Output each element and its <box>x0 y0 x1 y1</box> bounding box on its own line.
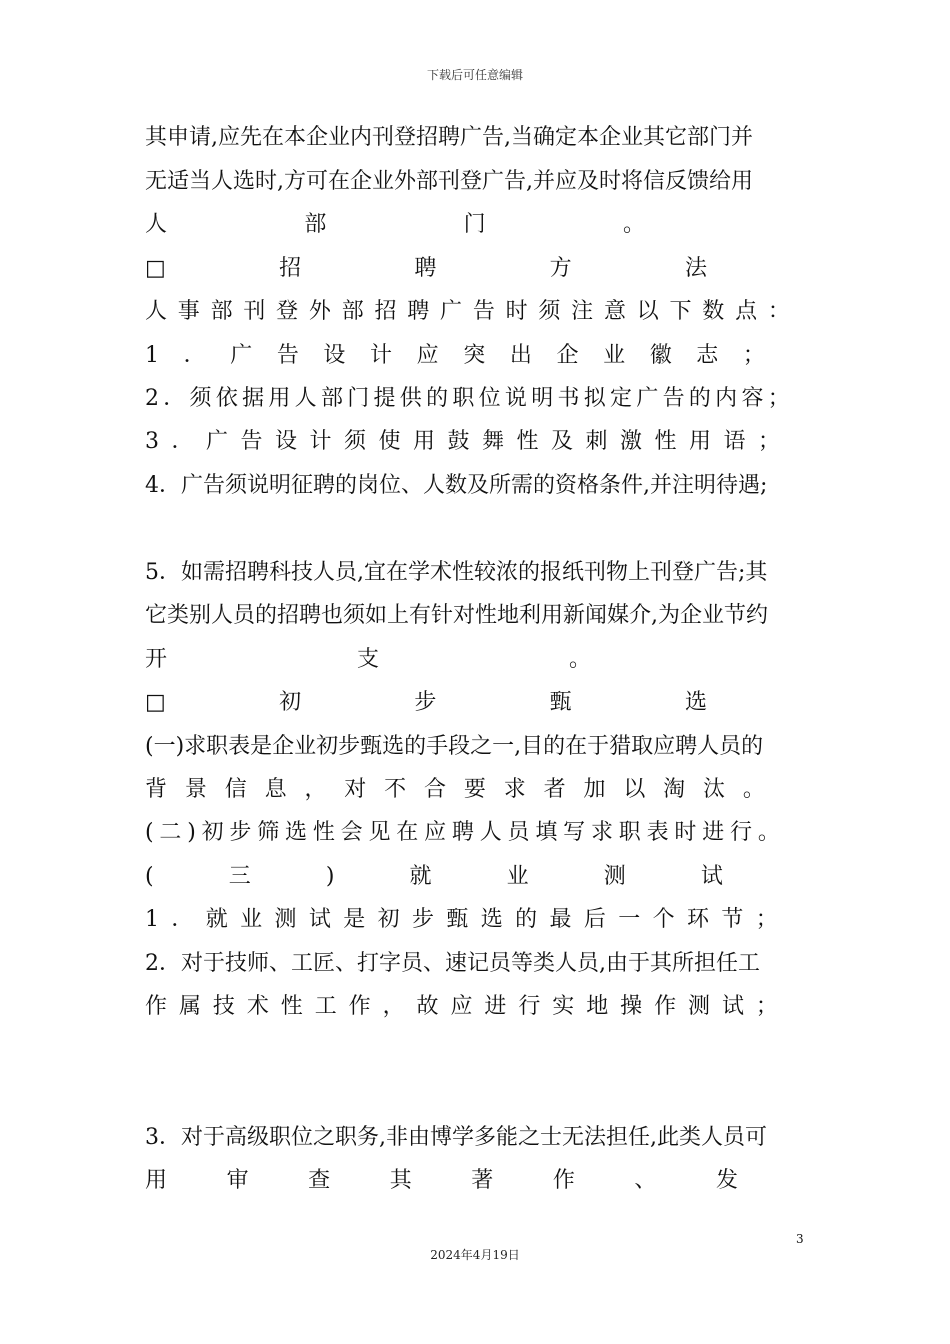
body-line <box>145 770 765 810</box>
glyph: 舞 <box>481 429 504 454</box>
glyph: 用 <box>688 429 711 454</box>
glyph: 。 <box>568 647 591 672</box>
glyph: 汰 <box>703 777 726 802</box>
glyph: ； <box>755 994 778 1019</box>
glyph: ． <box>171 907 194 932</box>
glyph: 甄 <box>549 690 572 715</box>
glyph: 就 <box>409 864 432 889</box>
glyph: 设 <box>274 429 297 454</box>
body-line: 无适当人选时,方可在企业外部刊登广告,并应及时将信反馈给用 <box>145 169 753 194</box>
list-item <box>145 379 790 419</box>
glyph: 企 <box>556 343 579 368</box>
glyph: 用 <box>268 386 291 411</box>
glyph: 拟 <box>583 386 606 411</box>
glyph: 初 <box>201 820 224 845</box>
glyph: ： <box>767 299 790 324</box>
glyph: 背 <box>145 777 168 802</box>
glyph: 供 <box>399 386 422 411</box>
glyph: 在 <box>396 820 419 845</box>
glyph: 广 <box>205 429 228 454</box>
glyph: 是 <box>343 907 366 932</box>
glyph: 3 <box>145 429 159 454</box>
glyph: 聘 <box>414 256 437 281</box>
body-line <box>145 987 778 1027</box>
glyph: 2 <box>145 386 159 411</box>
glyph: 员 <box>507 820 530 845</box>
glyph: 1 <box>145 343 159 368</box>
glyph: 广 <box>636 386 659 411</box>
glyph: 支 <box>356 647 379 672</box>
section-heading <box>145 249 707 289</box>
glyph: 工 <box>314 994 337 1019</box>
glyph: 刊 <box>243 299 266 324</box>
glyph: 业 <box>506 864 529 889</box>
glyph: 著 <box>471 1168 494 1193</box>
body-line <box>145 640 591 680</box>
glyph: 作 <box>654 994 677 1019</box>
glyph: 业 <box>240 907 263 932</box>
glyph: 实 <box>552 994 575 1019</box>
glyph: 部 <box>304 212 327 237</box>
body-line <box>145 292 790 332</box>
glyph: 部 <box>210 299 233 324</box>
glyph: ； <box>767 386 790 411</box>
glyph: ． <box>183 343 206 368</box>
glyph: 试 <box>308 907 331 932</box>
glyph: ． <box>163 386 186 411</box>
body-line <box>145 1161 738 1201</box>
glyph: 门 <box>347 386 370 411</box>
glyph: 1 <box>145 907 159 932</box>
glyph: 测 <box>274 907 297 932</box>
glyph: ( <box>145 820 154 845</box>
glyph: 数 <box>702 299 725 324</box>
glyph: ( <box>145 864 154 889</box>
glyph: 就 <box>205 907 228 932</box>
glyph: 性 <box>280 994 303 1019</box>
glyph: 使 <box>378 429 401 454</box>
glyph: 人 <box>145 299 168 324</box>
body-line <box>145 205 645 245</box>
list-item <box>145 336 765 376</box>
glyph: ； <box>757 429 780 454</box>
glyph: □ <box>145 256 166 281</box>
glyph: 提 <box>373 386 396 411</box>
glyph: 景 <box>184 777 207 802</box>
glyph: 注 <box>571 299 594 324</box>
glyph: 定 <box>610 386 633 411</box>
glyph: ) <box>187 820 196 845</box>
glyph: 初 <box>279 690 302 715</box>
body-line <box>145 813 780 853</box>
glyph: 应 <box>450 994 473 1019</box>
glyph: 人 <box>294 386 317 411</box>
glyph: ． <box>171 429 194 454</box>
glyph: 。 <box>757 820 780 845</box>
glyph: 者 <box>543 777 566 802</box>
glyph: 聘 <box>451 820 474 845</box>
page-header: 下载后可任意编辑 <box>426 68 523 82</box>
glyph: 技 <box>212 994 235 1019</box>
glyph: 广 <box>230 343 253 368</box>
glyph: 计 <box>370 343 393 368</box>
glyph: ， <box>382 994 405 1019</box>
glyph: 行 <box>518 994 541 1019</box>
glyph: 门 <box>463 212 486 237</box>
glyph: 地 <box>586 994 609 1019</box>
glyph: 属 <box>178 994 201 1019</box>
glyph: 性 <box>312 820 335 845</box>
glyph: 出 <box>509 343 532 368</box>
glyph: 会 <box>340 820 363 845</box>
glyph: 二 <box>159 820 182 845</box>
glyph: 部 <box>341 299 364 324</box>
glyph: 写 <box>563 820 586 845</box>
glyph: 三 <box>228 864 251 889</box>
glyph: 填 <box>535 820 558 845</box>
list-item: 2．对于技师、工匠、打字员、速记员等类人员,由于其所担任工 <box>145 951 760 976</box>
glyph: 徽 <box>649 343 672 368</box>
glyph: 求 <box>590 820 613 845</box>
glyph: ， <box>304 777 327 802</box>
glyph: 位 <box>478 386 501 411</box>
glyph: 用 <box>412 429 435 454</box>
sub-heading <box>145 857 723 897</box>
glyph: 部 <box>320 386 343 411</box>
glyph: 查 <box>308 1168 331 1193</box>
body-line: (一)求职表是企业初步甄选的手段之一,目的在于猎取应聘人员的 <box>145 734 764 759</box>
glyph: 测 <box>603 864 626 889</box>
glyph: 筛 <box>257 820 280 845</box>
page-footer-date: 2024年4月19日 <box>430 1248 520 1262</box>
glyph: 下 <box>669 299 692 324</box>
glyph: ) <box>325 864 335 889</box>
glyph: 告 <box>472 299 495 324</box>
glyph: 以 <box>623 777 646 802</box>
glyph: 。 <box>742 777 765 802</box>
glyph: 告 <box>276 343 299 368</box>
glyph: 进 <box>484 994 507 1019</box>
glyph: 操 <box>620 994 643 1019</box>
glyph: 招 <box>374 299 397 324</box>
glyph: 后 <box>583 907 606 932</box>
glyph: 步 <box>229 820 252 845</box>
glyph: 职 <box>618 820 641 845</box>
glyph: 须 <box>189 386 212 411</box>
glyph: 应 <box>424 820 447 845</box>
glyph: 广 <box>440 299 463 324</box>
glyph: 开 <box>145 647 168 672</box>
glyph: 的 <box>688 386 711 411</box>
glyph: 据 <box>242 386 265 411</box>
glyph: 招 <box>279 256 302 281</box>
glyph: 甄 <box>446 907 469 932</box>
glyph: 用 <box>145 1168 168 1193</box>
body-line: 其申请,应先在本企业内刊登招聘广告,当确定本企业其它部门并 <box>145 125 753 150</box>
glyph: 须 <box>538 299 561 324</box>
glyph: 选 <box>285 820 308 845</box>
glyph: 计 <box>309 429 332 454</box>
glyph: 表 <box>646 820 669 845</box>
glyph: 信 <box>224 777 247 802</box>
glyph: 加 <box>583 777 606 802</box>
glyph: 进 <box>702 820 725 845</box>
glyph: 步 <box>414 690 437 715</box>
glyph: ； <box>755 907 778 932</box>
glyph: 外 <box>308 299 331 324</box>
glyph: 鼓 <box>447 429 470 454</box>
glyph: 选 <box>684 690 707 715</box>
glyph: 时 <box>505 299 528 324</box>
glyph: 步 <box>411 907 434 932</box>
page-number: 3 <box>796 1232 804 1246</box>
glyph: 须 <box>343 429 366 454</box>
glyph: 作 <box>348 994 371 1019</box>
glyph: 内 <box>715 386 738 411</box>
glyph: 环 <box>686 907 709 932</box>
glyph: 节 <box>721 907 744 932</box>
glyph: 聘 <box>407 299 430 324</box>
glyph: 性 <box>654 429 677 454</box>
glyph: 告 <box>240 429 263 454</box>
glyph: 刺 <box>585 429 608 454</box>
glyph: 突 <box>463 343 486 368</box>
glyph: 说 <box>504 386 527 411</box>
glyph: 及 <box>550 429 573 454</box>
glyph: 事 <box>177 299 200 324</box>
glyph: 设 <box>323 343 346 368</box>
glyph: 性 <box>516 429 539 454</box>
glyph: 应 <box>416 343 439 368</box>
glyph: 、 <box>634 1168 657 1193</box>
glyph: 法 <box>684 256 707 281</box>
glyph: 时 <box>674 820 697 845</box>
glyph: ； <box>742 343 765 368</box>
glyph: 作 <box>145 994 168 1019</box>
glyph: 的 <box>426 386 449 411</box>
glyph: 一 <box>618 907 641 932</box>
list-item: 5．如需招聘科技人员,宜在学术性较浓的报纸刊物上刊登广告;其 <box>145 560 768 585</box>
glyph: 点 <box>735 299 758 324</box>
glyph: 不 <box>384 777 407 802</box>
glyph: 最 <box>549 907 572 932</box>
glyph: 术 <box>246 994 269 1019</box>
glyph: 选 <box>480 907 503 932</box>
glyph: 故 <box>416 994 439 1019</box>
glyph: 见 <box>368 820 391 845</box>
glyph: 人 <box>145 212 168 237</box>
section-heading <box>145 683 707 723</box>
glyph: 以 <box>636 299 659 324</box>
list-item <box>145 900 778 940</box>
glyph: 其 <box>389 1168 412 1193</box>
glyph: 初 <box>377 907 400 932</box>
glyph: 行 <box>730 820 753 845</box>
glyph: 容 <box>741 386 764 411</box>
glyph: 求 <box>503 777 526 802</box>
list-item: 4．广告须说明征聘的岗位、人数及所需的资格条件,并注明待遇; <box>145 473 768 498</box>
glyph: 要 <box>463 777 486 802</box>
glyph: □ <box>145 690 166 715</box>
glyph: 业 <box>603 343 626 368</box>
body-line: 它类别人员的招聘也须如上有针对性地利用新闻媒介,为企业节约 <box>145 603 768 628</box>
glyph: 激 <box>619 429 642 454</box>
glyph: 志 <box>696 343 719 368</box>
glyph: 淘 <box>663 777 686 802</box>
list-item: 3．对于高级职位之职务,非由博学多能之士无法担任,此类人员可 <box>145 1125 767 1150</box>
glyph: 试 <box>721 994 744 1019</box>
glyph: 人 <box>479 820 502 845</box>
glyph: 试 <box>700 864 723 889</box>
glyph: 。 <box>622 212 645 237</box>
glyph: 登 <box>276 299 299 324</box>
glyph: 的 <box>515 907 538 932</box>
glyph: 作 <box>552 1168 575 1193</box>
list-item <box>145 422 780 462</box>
glyph: 意 <box>603 299 626 324</box>
glyph: 合 <box>424 777 447 802</box>
glyph: 依 <box>215 386 238 411</box>
glyph: 对 <box>344 777 367 802</box>
glyph: 职 <box>452 386 475 411</box>
glyph: 测 <box>688 994 711 1019</box>
glyph: 语 <box>723 429 746 454</box>
glyph: 明 <box>531 386 554 411</box>
glyph: 个 <box>652 907 675 932</box>
glyph: 发 <box>715 1168 738 1193</box>
glyph: 书 <box>557 386 580 411</box>
glyph: 方 <box>549 256 572 281</box>
glyph: 审 <box>226 1168 249 1193</box>
glyph: 告 <box>662 386 685 411</box>
glyph: 息 <box>264 777 287 802</box>
